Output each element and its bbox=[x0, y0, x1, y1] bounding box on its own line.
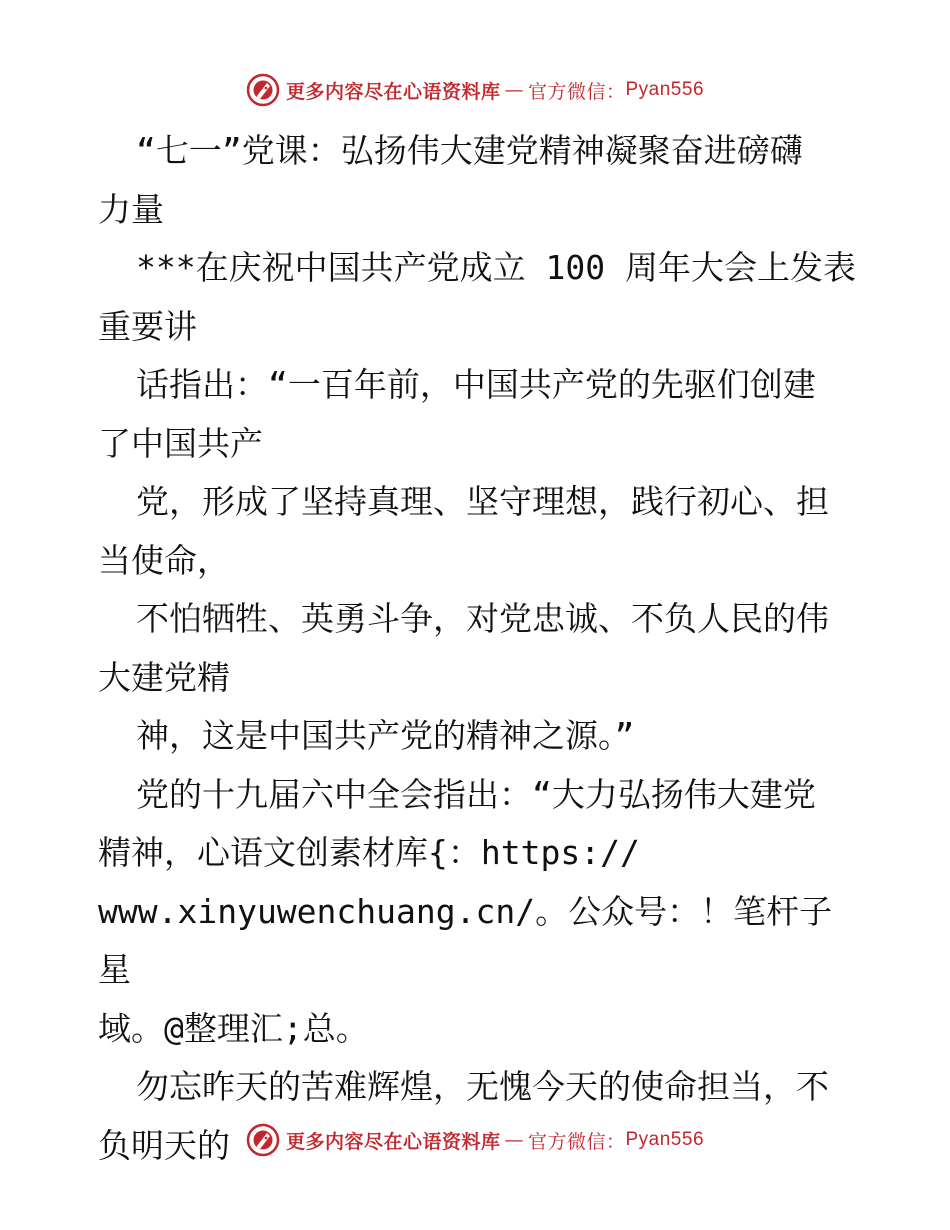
body-line: 重要讲 bbox=[98, 306, 197, 346]
body-line: 勿忘昨天的苦难辉煌，无愧今天的使命担当，不 bbox=[136, 1067, 829, 1106]
banner-wechat-label: 官方微信： bbox=[527, 80, 626, 103]
body-line: 不怕牺牲、英勇斗争，对党忠诚、不负人民的伟 bbox=[136, 599, 829, 638]
body-line: 精神，心语文创素材库{：https:// bbox=[98, 833, 640, 872]
pen-nib-logo-icon bbox=[246, 73, 280, 107]
header-banner bbox=[0, 70, 950, 110]
body-line: 党的十九届六中全会指出：“大力弘扬伟大建党 bbox=[136, 774, 816, 814]
body-line: 党，形成了坚持真理、坚守理想，践行初心、担 bbox=[136, 482, 829, 521]
body-line: 大建党精 bbox=[98, 657, 230, 697]
body-line: 当使命， bbox=[98, 540, 230, 580]
body-line: ***在庆祝中国共产党成立 100 周年大会上发表 bbox=[136, 248, 856, 287]
footer-banner bbox=[0, 1120, 950, 1160]
banner-wechat-id: Pyan556 bbox=[625, 1129, 705, 1150]
banner-wechat-label: 官方微信： bbox=[527, 1130, 626, 1153]
body-line: “七一”党课：弘扬伟大建党精神凝聚奋进磅礴 bbox=[136, 131, 803, 170]
body-line: 话指出：“一百年前，中国共产党的先驱们创建 bbox=[136, 365, 816, 404]
document-body bbox=[98, 122, 858, 1175]
banner-main-text: 更多内容尽在心语资料库 bbox=[285, 80, 501, 103]
body-line: 域。@整理汇;总。 bbox=[98, 1008, 369, 1048]
body-line: 力量 bbox=[98, 189, 164, 229]
body-line: 神，这是中国共产党的精神之源。” bbox=[136, 716, 635, 755]
banner-wechat-id: Pyan556 bbox=[625, 79, 705, 100]
banner-separator: — bbox=[504, 1129, 524, 1151]
body-line: www.xinyuwenchuang.cn/。公众号：！笔杆子星 bbox=[98, 891, 833, 989]
body-line: 负明天的 bbox=[98, 1125, 230, 1165]
pen-nib-logo-icon bbox=[246, 1123, 280, 1157]
body-line: 了中国共产 bbox=[98, 423, 263, 463]
banner-separator: — bbox=[504, 79, 524, 101]
banner-main-text: 更多内容尽在心语资料库 bbox=[285, 1130, 501, 1153]
